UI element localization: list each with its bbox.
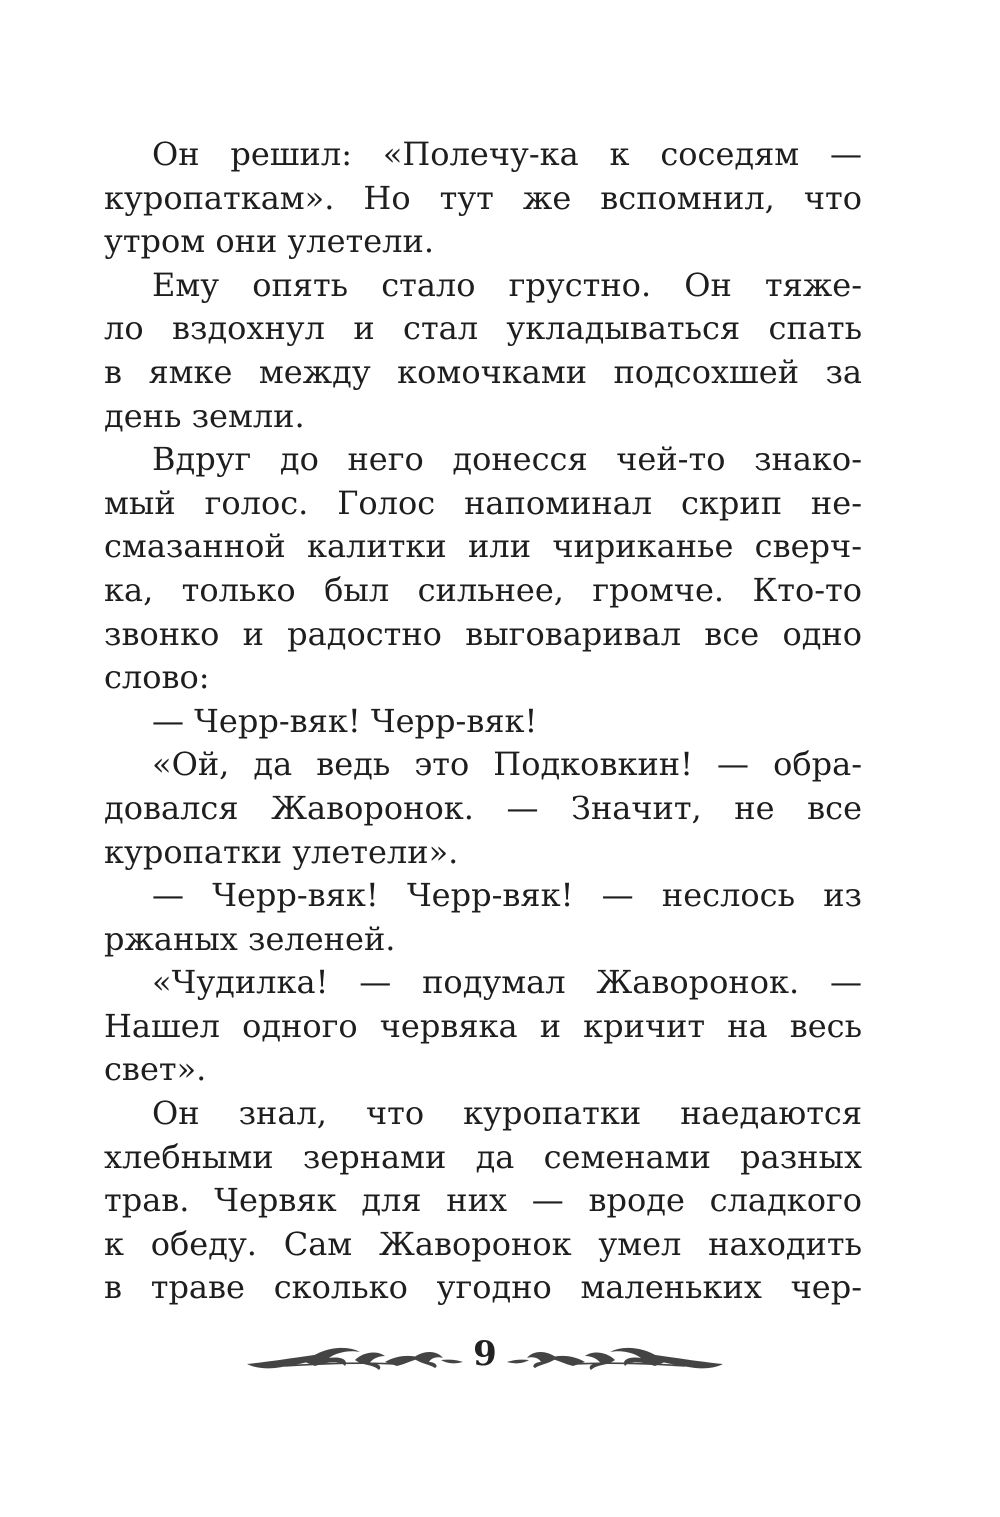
text-line: — Черр-вяк! Черр-вяк! [152,701,538,740]
ornament-flourish-left-icon [245,1338,465,1378]
text-line: довался Жаворонок. — Значит, не все [104,788,862,827]
text-line: Ему опять стало грустно. Он тяже- [152,265,862,304]
text-line: утром они улетели. [104,222,434,261]
text-line: слово: [104,658,210,697]
body-text [104,133,862,1310]
page-number: 9 [473,1334,497,1374]
text-line: — Черр-вяк! Черр-вяк! — неслось из [152,876,862,915]
text-line: ржаных зеленей. [104,919,396,958]
text-line: мый голос. Голос напоминал скрип не- [104,483,862,522]
text-line: куропатки улетели». [104,832,459,871]
text-line: «Чудилка! — подумал Жаворонок. — [152,963,862,1002]
text-line: в ямке между комочками подсохшей за [104,352,862,391]
page-footer [0,1332,1000,1382]
text-line: звонко и радостно выговаривал все одно [104,614,862,653]
text-line: смазанной калитки или чириканье сверч- [104,527,862,566]
text-line: куропаткам». Но тут же вспомнил, что [104,178,862,217]
text-line: Он решил: «Полечу-ка к соседям — [152,135,862,173]
text-line: день земли. [104,396,305,435]
text-line: к обеду. Сам Жаворонок умел находить [104,1224,862,1263]
text-line: свет». [104,1050,207,1089]
text-line: ка, только был сильнее, громче. Кто-то [104,570,862,609]
text-line: Вдруг до него донесся чей-то знако- [152,440,862,479]
text-line: Нашел одного червяка и кричит на весь [104,1006,862,1045]
text-line: в траве сколько угодно маленьких чер- [104,1268,862,1307]
text-line: «Ой, да ведь это Подковкин! — обра- [152,745,862,784]
text-line: хлебными зернами да семенами разных [104,1137,862,1176]
ornament-flourish-right-icon [505,1338,725,1378]
text-line: трав. Червяк для них — вроде сладкого [104,1181,862,1220]
text-line: Он знал, что куропатки наедаются [152,1094,862,1133]
text-line: ло вздохнул и стал укладываться спать [104,309,862,348]
